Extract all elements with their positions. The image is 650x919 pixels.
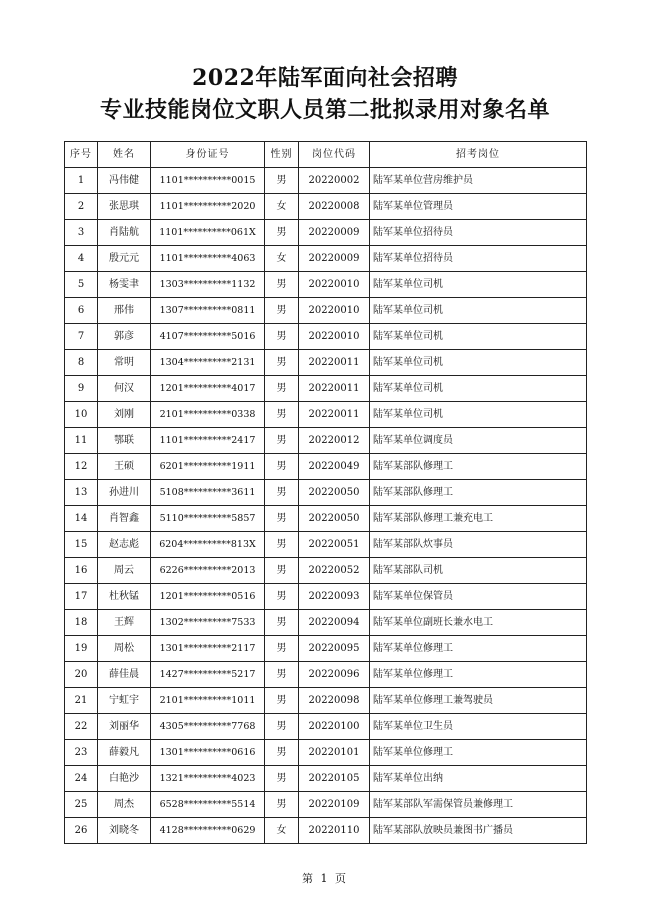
table-row — [65, 194, 587, 220]
cell-id-number: 4128**********0629 — [151, 818, 265, 844]
table-row — [65, 298, 587, 324]
table-row — [65, 168, 587, 194]
table-row — [65, 792, 587, 818]
cell-gender: 男 — [265, 558, 299, 584]
cell-id-number: 1321**********4023 — [151, 766, 265, 792]
cell-id-number: 2101**********1011 — [151, 688, 265, 714]
cell-name: 殷元元 — [98, 246, 151, 272]
cell-id-number: 6226**********2013 — [151, 558, 265, 584]
cell-id-number: 4107**********5016 — [151, 324, 265, 350]
cell-seq: 18 — [65, 610, 98, 636]
cell-post-code: 20220096 — [299, 662, 370, 688]
cell-post: 陆军某单位招待员 — [370, 220, 587, 246]
header-name: 姓名 — [98, 142, 151, 168]
header-seq: 序号 — [65, 142, 98, 168]
cell-post: 陆军某单位司机 — [370, 350, 587, 376]
cell-seq: 23 — [65, 740, 98, 766]
cell-post: 陆军某单位司机 — [370, 298, 587, 324]
header-post-code: 岗位代码 — [299, 142, 370, 168]
cell-name: 薛佳晨 — [98, 662, 151, 688]
cell-name: 张思琪 — [98, 194, 151, 220]
cell-id-number: 6528**********5514 — [151, 792, 265, 818]
cell-post-code: 20220010 — [299, 324, 370, 350]
table-row — [65, 662, 587, 688]
cell-post: 陆军某部队修理工兼充电工 — [370, 506, 587, 532]
cell-post: 陆军某单位司机 — [370, 324, 587, 350]
cell-gender: 男 — [265, 168, 299, 194]
cell-gender: 男 — [265, 324, 299, 350]
table-row — [65, 376, 587, 402]
cell-post: 陆军某部队放映员兼图书广播员 — [370, 818, 587, 844]
cell-name: 王辉 — [98, 610, 151, 636]
cell-post: 陆军某单位招待员 — [370, 246, 587, 272]
cell-post: 陆军某单位管理员 — [370, 194, 587, 220]
cell-name: 赵志彪 — [98, 532, 151, 558]
cell-post-code: 20220050 — [299, 506, 370, 532]
cell-name: 白艳沙 — [98, 766, 151, 792]
cell-gender: 男 — [265, 272, 299, 298]
cell-id-number: 1201**********4017 — [151, 376, 265, 402]
cell-id-number: 1101**********2020 — [151, 194, 265, 220]
cell-id-number: 5110**********5857 — [151, 506, 265, 532]
cell-gender: 女 — [265, 246, 299, 272]
cell-gender: 男 — [265, 792, 299, 818]
table-row — [65, 740, 587, 766]
cell-name: 肖陆航 — [98, 220, 151, 246]
cell-gender: 男 — [265, 766, 299, 792]
cell-seq: 24 — [65, 766, 98, 792]
table-row — [65, 636, 587, 662]
cell-id-number: 6201**********1911 — [151, 454, 265, 480]
cell-name: 刘刚 — [98, 402, 151, 428]
cell-name: 杜秋锰 — [98, 584, 151, 610]
cell-id-number: 1304**********2131 — [151, 350, 265, 376]
cell-post-code: 20220011 — [299, 376, 370, 402]
cell-seq: 8 — [65, 350, 98, 376]
cell-id-number: 1101**********0015 — [151, 168, 265, 194]
cell-name: 郭彦 — [98, 324, 151, 350]
cell-post-code: 20220050 — [299, 480, 370, 506]
cell-post-code: 20220049 — [299, 454, 370, 480]
header-gender: 性别 — [265, 142, 299, 168]
cell-post: 陆军某单位修理工 — [370, 662, 587, 688]
cell-gender: 男 — [265, 506, 299, 532]
cell-gender: 男 — [265, 688, 299, 714]
cell-id-number: 2101**********0338 — [151, 402, 265, 428]
cell-name: 宁虹宇 — [98, 688, 151, 714]
cell-seq: 1 — [65, 168, 98, 194]
cell-post-code: 20220094 — [299, 610, 370, 636]
header-id: 身份证号 — [151, 142, 265, 168]
cell-name: 杨雯聿 — [98, 272, 151, 298]
page-number: 第 1 页 — [302, 872, 348, 885]
cell-post: 陆军某单位修理工兼驾驶员 — [370, 688, 587, 714]
cell-post-code: 20220011 — [299, 350, 370, 376]
table-row — [65, 220, 587, 246]
cell-id-number: 1427**********5217 — [151, 662, 265, 688]
cell-id-number: 1303**********1132 — [151, 272, 265, 298]
cell-post: 陆军某单位修理工 — [370, 636, 587, 662]
cell-id-number: 1307**********0811 — [151, 298, 265, 324]
cell-post-code: 20220011 — [299, 402, 370, 428]
cell-seq: 7 — [65, 324, 98, 350]
header-post: 招考岗位 — [370, 142, 587, 168]
cell-name: 邢伟 — [98, 298, 151, 324]
cell-seq: 5 — [65, 272, 98, 298]
cell-seq: 4 — [65, 246, 98, 272]
cell-post-code: 20220101 — [299, 740, 370, 766]
cell-post: 陆军某单位保管员 — [370, 584, 587, 610]
cell-id-number: 4305**********7768 — [151, 714, 265, 740]
cell-post: 陆军某部队修理工 — [370, 454, 587, 480]
cell-seq: 11 — [65, 428, 98, 454]
title-line-1: 2022年陆军面向社会招聘 — [192, 65, 458, 91]
cell-id-number: 1101**********4063 — [151, 246, 265, 272]
cell-id-number: 1301**********2117 — [151, 636, 265, 662]
cell-post-code: 20220105 — [299, 766, 370, 792]
cell-post-code: 20220052 — [299, 558, 370, 584]
table-row — [65, 246, 587, 272]
cell-post-code: 20220010 — [299, 298, 370, 324]
cell-name: 肖智鑫 — [98, 506, 151, 532]
cell-gender: 男 — [265, 532, 299, 558]
cell-name: 常明 — [98, 350, 151, 376]
table-row — [65, 402, 587, 428]
table-row — [65, 506, 587, 532]
cell-seq: 6 — [65, 298, 98, 324]
table-row — [65, 584, 587, 610]
cell-gender: 男 — [265, 350, 299, 376]
cell-name: 孙进川 — [98, 480, 151, 506]
cell-gender: 女 — [265, 818, 299, 844]
cell-gender: 男 — [265, 636, 299, 662]
cell-post-code: 20220009 — [299, 220, 370, 246]
cell-seq: 2 — [65, 194, 98, 220]
cell-post: 陆军某部队司机 — [370, 558, 587, 584]
cell-seq: 20 — [65, 662, 98, 688]
cell-post: 陆军某单位司机 — [370, 402, 587, 428]
cell-seq: 15 — [65, 532, 98, 558]
cell-id-number: 6204**********813X — [151, 532, 265, 558]
cell-gender: 男 — [265, 714, 299, 740]
cell-id-number: 5108**********3611 — [151, 480, 265, 506]
cell-post-code: 20220110 — [299, 818, 370, 844]
table-row — [65, 766, 587, 792]
cell-name: 刘晓冬 — [98, 818, 151, 844]
cell-seq: 12 — [65, 454, 98, 480]
cell-post-code: 20220012 — [299, 428, 370, 454]
cell-name: 何汉 — [98, 376, 151, 402]
table-row — [65, 558, 587, 584]
cell-seq: 17 — [65, 584, 98, 610]
table-row — [65, 454, 587, 480]
cell-seq: 10 — [65, 402, 98, 428]
cell-name: 王硕 — [98, 454, 151, 480]
table-header-row — [65, 142, 587, 168]
cell-post: 陆军某单位出纳 — [370, 766, 587, 792]
cell-gender: 男 — [265, 584, 299, 610]
cell-post-code: 20220002 — [299, 168, 370, 194]
title-line-2: 专业技能岗位文职人员第二批拟录用对象名单 — [99, 97, 550, 123]
cell-post: 陆军某部队炊事员 — [370, 532, 587, 558]
table-row — [65, 532, 587, 558]
cell-name: 鄂联 — [98, 428, 151, 454]
cell-gender: 男 — [265, 662, 299, 688]
cell-post-code: 20220100 — [299, 714, 370, 740]
cell-post: 陆军某单位修理工 — [370, 740, 587, 766]
table-row — [65, 714, 587, 740]
table-body — [65, 168, 587, 844]
cell-seq: 9 — [65, 376, 98, 402]
cell-id-number: 1101**********061X — [151, 220, 265, 246]
cell-seq: 13 — [65, 480, 98, 506]
cell-post-code: 20220098 — [299, 688, 370, 714]
cell-seq: 22 — [65, 714, 98, 740]
cell-post: 陆军某单位副班长兼水电工 — [370, 610, 587, 636]
cell-gender: 男 — [265, 376, 299, 402]
cell-name: 冯伟健 — [98, 168, 151, 194]
cell-gender: 男 — [265, 298, 299, 324]
table-row — [65, 610, 587, 636]
cell-gender: 女 — [265, 194, 299, 220]
cell-seq: 19 — [65, 636, 98, 662]
cell-gender: 男 — [265, 402, 299, 428]
cell-post: 陆军某单位营房维护员 — [370, 168, 587, 194]
cell-post: 陆军某单位卫生员 — [370, 714, 587, 740]
cell-seq: 21 — [65, 688, 98, 714]
cell-post-code: 20220009 — [299, 246, 370, 272]
cell-post: 陆军某单位司机 — [370, 376, 587, 402]
table-row — [65, 324, 587, 350]
cell-id-number: 1302**********7533 — [151, 610, 265, 636]
candidate-table — [64, 141, 587, 844]
cell-post-code: 20220051 — [299, 532, 370, 558]
cell-gender: 男 — [265, 220, 299, 246]
cell-seq: 14 — [65, 506, 98, 532]
cell-gender: 男 — [265, 740, 299, 766]
cell-name: 周杰 — [98, 792, 151, 818]
cell-post: 陆军某单位调度员 — [370, 428, 587, 454]
cell-gender: 男 — [265, 610, 299, 636]
cell-post: 陆军某部队修理工 — [370, 480, 587, 506]
cell-gender: 男 — [265, 480, 299, 506]
cell-gender: 男 — [265, 454, 299, 480]
cell-seq: 3 — [65, 220, 98, 246]
table-row — [65, 480, 587, 506]
cell-post-code: 20220093 — [299, 584, 370, 610]
cell-name: 周松 — [98, 636, 151, 662]
cell-seq: 26 — [65, 818, 98, 844]
cell-post: 陆军某单位司机 — [370, 272, 587, 298]
cell-post-code: 20220008 — [299, 194, 370, 220]
cell-name: 薛毅凡 — [98, 740, 151, 766]
cell-id-number: 1101**********2417 — [151, 428, 265, 454]
cell-id-number: 1201**********0516 — [151, 584, 265, 610]
cell-post-code: 20220095 — [299, 636, 370, 662]
cell-seq: 25 — [65, 792, 98, 818]
cell-gender: 男 — [265, 428, 299, 454]
cell-id-number: 1301**********0616 — [151, 740, 265, 766]
cell-post: 陆军某部队军需保管员兼修理工 — [370, 792, 587, 818]
table-row — [65, 818, 587, 844]
table-row — [65, 350, 587, 376]
cell-post-code: 20220109 — [299, 792, 370, 818]
cell-name: 刘丽华 — [98, 714, 151, 740]
table-row — [65, 272, 587, 298]
document-title — [0, 62, 650, 126]
cell-seq: 16 — [65, 558, 98, 584]
cell-name: 周云 — [98, 558, 151, 584]
cell-post-code: 20220010 — [299, 272, 370, 298]
table-row — [65, 428, 587, 454]
table-row — [65, 688, 587, 714]
